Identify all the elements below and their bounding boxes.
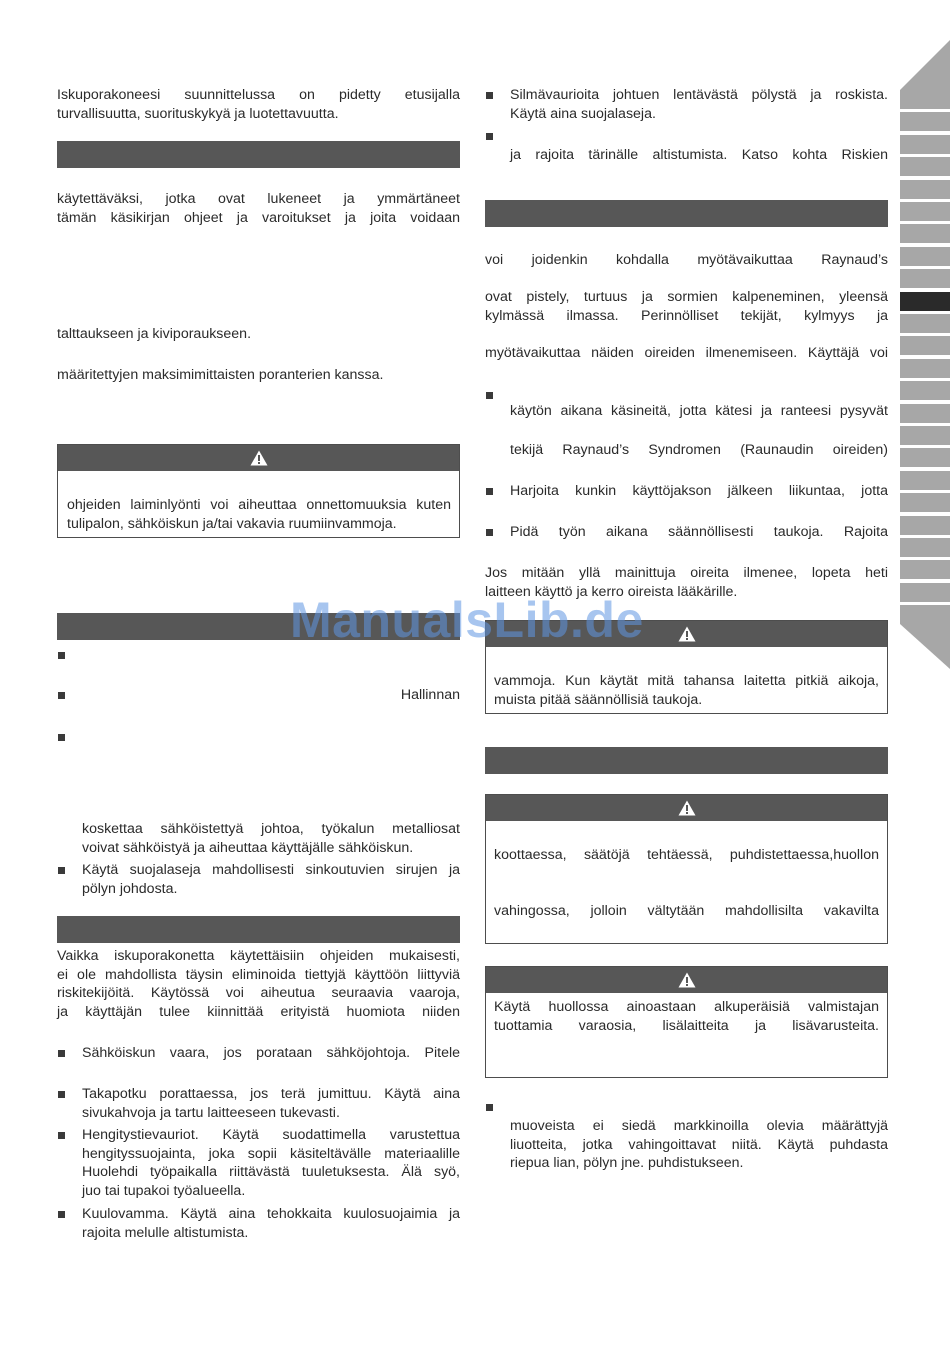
usage-line-max-bits: määritettyjen maksimimittaisten poranterien kanssa. xyxy=(57,367,384,383)
side-tab xyxy=(900,448,950,467)
list-bullet xyxy=(486,1104,493,1111)
side-tab xyxy=(900,605,950,624)
side-tab xyxy=(900,247,950,266)
residual-bullet-respiratory: Hengitystievauriot. Käytä suodattimella varustettua hengityssuojainta, joka sopii käsiteltävälle materiaalille Huolehdi työpaikalla riittävästä tuuletuksesta. Älä syö, juo tai tupakoi työalueella. xyxy=(82,1127,460,1199)
side-tab xyxy=(900,583,950,602)
side-tab xyxy=(900,90,950,109)
side-tab xyxy=(900,516,950,535)
watermark: ManualsLib.de xyxy=(290,592,644,648)
list-bullet xyxy=(486,392,493,399)
section-bar-vibration xyxy=(485,200,888,227)
corner-tab-triangle xyxy=(900,40,950,90)
intro-paragraph: Iskuporakoneesi suunnittelussa on pidetty etusijalla turvallisuutta, suorituskykyä ja luotettavuutta. xyxy=(57,87,460,122)
warning-header xyxy=(486,795,887,821)
raynaud-outro: Jos mitään yllä mainittuja oireita ilmenee, lopeta heti laitteen käyttö ja kerro oireista lääkärille. xyxy=(485,565,888,600)
residual-bullet-kickback: Takapotku porattaessa, jos terä jumittuu. Käytä aina sivukahvoja ja tartu laitteeseen tukevasti. xyxy=(82,1086,460,1121)
warning-triangle-icon xyxy=(678,626,696,642)
usage-line-chiselling: talttaukseen ja kiviporaukseen. xyxy=(57,326,252,342)
list-bullet xyxy=(58,1050,65,1057)
raynaud-line-1: voi joidenkin kohdalla myötävaikuttaa Raynaud’s xyxy=(485,252,888,268)
safety-bullet-continuation: koskettaa sähköistettyä johtoa, työkalun metalliosat voivat sähköistyä ja aiheuttaa käyttäjälle sähköiskun. xyxy=(82,821,460,856)
list-bullet xyxy=(58,1132,65,1139)
list-bullet xyxy=(58,652,65,659)
raynaud-bullet-syndrome: tekijä Raynaud’s Syndromen (Raunaudin oireiden) xyxy=(510,442,888,458)
side-tab xyxy=(900,493,950,512)
residual-bullet-electric: Sähköiskun vaara, jos porataan sähköjohtoja. Pitele xyxy=(82,1045,460,1061)
side-tab xyxy=(900,426,950,445)
side-tab xyxy=(900,112,950,131)
residual-intro: Vaikka iskuporakonetta käytettäisiin ohjeiden mukaisesti, ei ole mahdollista täysin eliminoida tiettyjä käyttöön liittyviä riskitekijöitä. Käytössä voi aiheutua seuraavia vaaroja, ja käyttäjän tulee kiinnittää erityistä huomiota niiden xyxy=(57,948,460,1020)
bullet-eye-damage: Silmävaurioita johtuen lentävästä pölystä ja roskista. Käytä aina suojalaseja. xyxy=(510,87,888,122)
section-bar-usage xyxy=(57,141,460,168)
side-tab xyxy=(900,202,950,221)
warning-text-maintenance-1: koottaessa, säätöjä tehtäessä, puhdistettaessa,huollon xyxy=(494,847,879,863)
list-bullet xyxy=(58,1211,65,1218)
warning-header xyxy=(58,445,459,471)
warning-text-spare-parts: Käytä huollossa ainoastaan alkuperäisiä valmistajan tuottamia varaosia, lisälaitteita ja lisävarusteita. xyxy=(494,999,879,1034)
side-tab-active xyxy=(900,292,950,311)
side-tab xyxy=(900,180,950,199)
warning-text-general: ohjeiden laiminlyönti voi aiheuttaa onnettomuuksia kuten tulipalon, sähköiskun ja/tai vakavia ruumiinvammoja. xyxy=(67,497,451,532)
residual-bullet-hearing: Kuulovamma. Käytä aina tehokkaita kuulosuojaimia ja rajoita melulle altistumista. xyxy=(82,1206,460,1241)
warning-triangle-icon xyxy=(678,972,696,988)
list-bullet xyxy=(486,529,493,536)
raynaud-bullet-gloves: käytön aikana käsineitä, jotta kätesi ja ranteesi pysyvät xyxy=(510,403,888,419)
list-bullet xyxy=(58,867,65,874)
warning-box-spare-parts xyxy=(485,966,888,1078)
side-tab xyxy=(900,359,950,378)
warning-box-general xyxy=(57,444,460,538)
warning-text-maintenance-2: vahingossa, jolloin vältytään mahdollisilta vakavilta xyxy=(494,903,879,919)
list-bullet xyxy=(486,133,493,140)
list-bullet xyxy=(58,1091,65,1098)
list-bullet xyxy=(58,734,65,741)
raynaud-bullet-breaks: Pidä työn aikana säännöllisesti taukoja. Rajoita xyxy=(510,524,888,540)
side-tab xyxy=(900,560,950,579)
warning-header xyxy=(486,967,887,993)
section-bar-maintenance xyxy=(485,747,888,774)
usage-paragraph: käytettäväksi, jotka ovat lukeneet ja ymmärtäneet tämän käsikirjan ohjeet ja varoitukset ja joita voidaan xyxy=(57,191,460,226)
warning-box-maintenance xyxy=(485,794,888,944)
corner-tab-triangle-bottom xyxy=(900,624,950,669)
side-tab xyxy=(900,135,950,154)
side-tab xyxy=(900,224,950,243)
list-bullet xyxy=(58,692,65,699)
cleaning-paragraph: muoveista ei siedä markkinoilla olevia määrättyjä liuotteita, jotka vahingoittavat niitä. Käytä puhdasta riepua lian, pölyn jne. puhdistukseen. xyxy=(510,1118,888,1171)
side-tab xyxy=(900,471,950,490)
warning-triangle-icon xyxy=(678,800,696,816)
raynaud-line-3: myötävaikuttaa näiden oireiden ilmenemiseen. Käyttäjä voi xyxy=(485,345,888,361)
safety-bullet-fragment: Hallinnan xyxy=(400,687,460,703)
side-tab xyxy=(900,336,950,355)
side-tab xyxy=(900,157,950,176)
section-bar-residual-risks xyxy=(57,916,460,943)
side-tab xyxy=(900,381,950,400)
raynaud-bullet-exercise: Harjoita kunkin käyttöjakson jälkeen liikuntaa, jotta xyxy=(510,483,888,499)
raynaud-symptoms: ovat pistely, turtuus ja sormien kalpeneminen, yleensä kylmässä ilmassa. Perinnölliset tekijät, kylmyys ja xyxy=(485,289,888,324)
list-bullet xyxy=(486,92,493,99)
side-tab xyxy=(900,314,950,333)
side-tab xyxy=(900,404,950,423)
side-tab xyxy=(900,269,950,288)
side-tab xyxy=(900,538,950,557)
warning-triangle-icon xyxy=(250,450,268,466)
warning-text-pauses: vammoja. Kun käytät mitä tahansa laitetta pitkiä aikoja, muista pitää säännöllisiä taukoja. xyxy=(494,673,879,708)
bullet-vibration: ja rajoita tärinälle altistumista. Katso kohta Riskien xyxy=(510,147,888,163)
list-bullet xyxy=(486,488,493,495)
safety-bullet-goggles: Käytä suojalaseja mahdollisesti sinkoutuvien sirujen ja pölyn johdosta. xyxy=(82,862,460,897)
